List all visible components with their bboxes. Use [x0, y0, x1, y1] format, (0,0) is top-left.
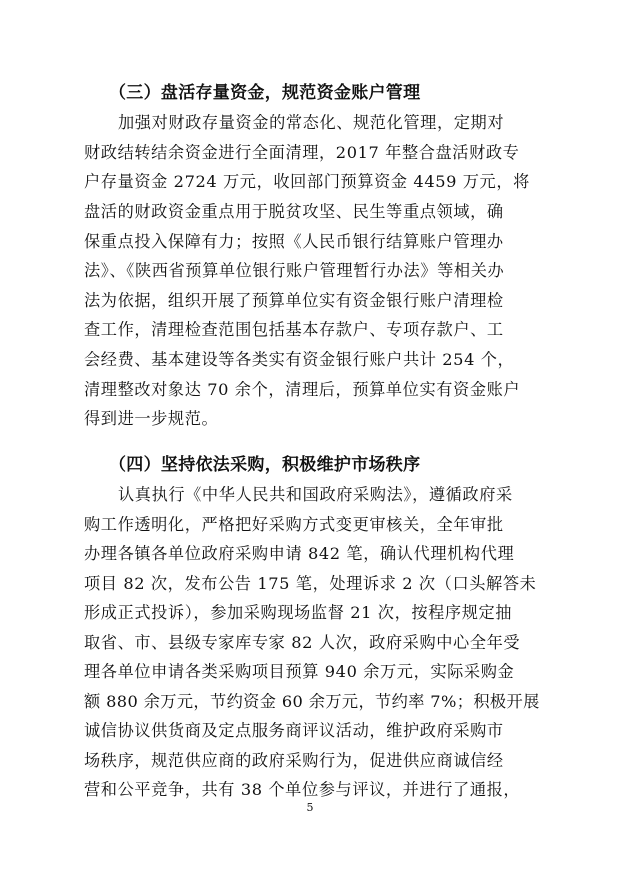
paragraph-line: 查工作，清理检查范围包括基本存款户、专项存款户、工	[84, 320, 504, 339]
paragraph-line: 清理整改对象达 70 余个，清理后，预算单位实有资金账户	[84, 380, 521, 399]
paragraph-line: 法》、《陕西省预算单位银行账户管理暂行办法》等相关办	[84, 261, 505, 280]
paragraph-line: 营和公平竞争，共有 38 个单位参与评议，并进行了通报，	[84, 780, 521, 799]
paragraph-line: 额 880 余万元，节约资金 60 余万元，节约率 7%；积极开展	[84, 692, 540, 711]
paragraph-line: 保重点投入保障有力；按照《人民币银行结算账户管理办	[84, 232, 504, 251]
paragraph-line: 理各单位申请各类采购项目预算 940 余万元，实际采购金	[84, 662, 515, 681]
paragraph-line: 财政结转结余资金进行全面清理，2017 年整合盘活财政专	[84, 143, 520, 162]
page-number: 5	[306, 801, 314, 814]
paragraph-line: 取省、市、县级专家库专家 82 人次，政府采购中心全年受	[84, 633, 521, 652]
paragraph-line: 盘活的财政资金重点用于脱贫攻坚、民生等重点领域，确	[84, 202, 504, 221]
paragraph-line: 诚信协议供货商及定点服务商评议活动，维护政府采购市	[84, 721, 504, 740]
paragraph-line: 户存量资金 2724 万元，收回部门预算资金 4459 万元，将	[84, 172, 530, 191]
paragraph-line: 购工作透明化，严格把好采购方式变更审核关，全年审批	[84, 515, 504, 534]
section-heading-3: （三）盘活存量资金，规范资金账户管理	[109, 83, 421, 103]
paragraph-line: 认真执行《中华人民共和国政府采购法》，遵循政府采	[118, 485, 513, 504]
paragraph-line: 场秩序，规范供应商的政府采购行为，促进供应商诚信经	[84, 751, 504, 770]
paragraph-line: 得到进一步规范。	[84, 409, 219, 428]
paragraph-line: 形成正式投诉），参加采购现场监督 21 次，按程序规定抽	[84, 603, 513, 622]
paragraph-line: 办理各镇各单位政府采购申请 842 笔，确认代理机构代理	[84, 544, 515, 563]
section-heading-4: （四）坚持依法采购，积极维护市场秩序	[109, 455, 421, 475]
paragraph-line: 项目 82 次，发布公告 175 笔，处理诉求 2 次（口头解答未	[84, 574, 537, 593]
paragraph-line: 法为依据，组织开展了预算单位实有资金银行账户清理检	[84, 291, 504, 310]
paragraph-line: 加强对财政存量资金的常态化、规范化管理，定期对	[118, 113, 505, 132]
paragraph-line: 会经费、基本建设等各类实有资金银行账户共计 254 个，	[84, 350, 515, 369]
